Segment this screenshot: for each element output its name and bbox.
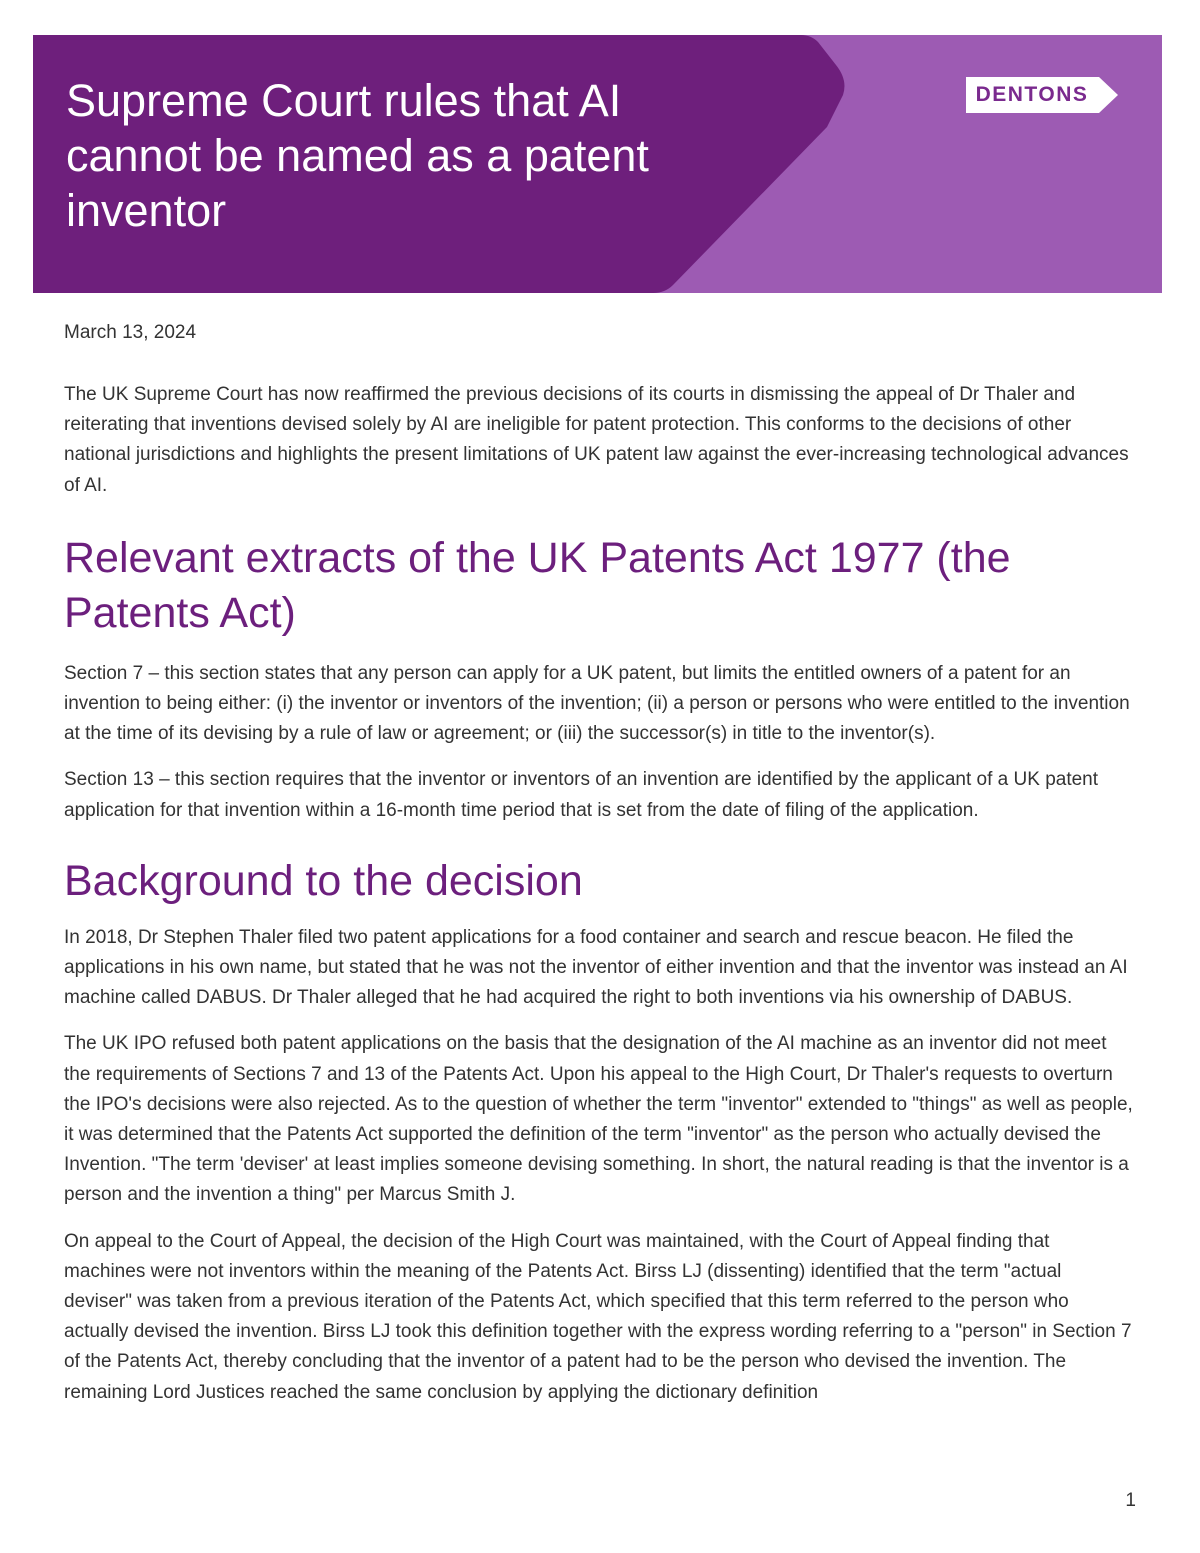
- page-number: 1: [1125, 1490, 1136, 1511]
- article-body: [64, 318, 1134, 1424]
- paragraph-background-1: In 2018, Dr Stephen Thaler filed two patent applications for a food container and search and rescue beacon. He filed the applications in his own name, but stated that he was not the inventor of either invention and that the inventor was instead an AI machine called DABUS. Dr Thaler alleged that he had acquired the right to both inventions via his ownership of DABUS.: [64, 926, 1128, 1009]
- dentons-logo: [966, 77, 1118, 113]
- paragraph-background-3: On appeal to the Court of Appeal, the decision of the High Court was maintained, with the Court of Appeal finding that machines were not inventors within the meaning of the Patents Act. Birss LJ (dissenting) identified that the term "actual deviser" was taken from a previous iteration of the Patents Act, which specified that this term referred to the person who actually devised the invention. Birss LJ took this definition together with the express wording referring to a "person" in Section 7 of the Patents Act, thereby concluding that the inventor of a patent had to be the person who devised the invention. The remaining Lord Justices reached the same conclusion by applying the dictionary definition: [64, 1230, 1132, 1403]
- intro-paragraph: The UK Supreme Court has now reaffirmed the previous decisions of its courts in dismissing the appeal of Dr Thaler and reiterating that inventions devised solely by AI are ineligible for patent protection. This conforms to the decisions of other national jurisdictions and highlights the present limitations of UK patent law against the ever-increasing technological advances of AI.: [64, 384, 1129, 496]
- section-heading-patents-act: Relevant extracts of the UK Patents Act 1977 (the Patents Act): [64, 533, 1011, 637]
- logo-wordmark: DENTONS: [975, 83, 1089, 106]
- paragraph-background-2: The UK IPO refused both patent applications on the basis that the designation of the AI machine as an inventor did not meet the requirements of Sections 7 and 13 of the Patents Act. Upon his appeal to the High Court, Dr Thaler's requests to overturn the IPO's decisions were also rejected. As to the question of whether the term "inventor" extended to "things" as well as people, it was determined that the Patents Act supported the definition of the term "inventor" as the person who actually devised the Invention. "The term 'deviser' at least implies someone devising something. In short, the natural reading is that the inventor is a person and the invention a thing" per Marcus Smith J.: [64, 1033, 1133, 1206]
- paragraph-section-7: Section 7 – this section states that any person can apply for a UK patent, but limits the entitled owners of a patent for an invention to being either: (i) the inventor or inventors of the invention; (ii) a person or persons who were entitled to the invention at the time of its devising by a rule of law or agreement; or (iii) the successor(s) in title to the inventor(s).: [64, 662, 1130, 745]
- paragraph-section-13: Section 13 – this section requires that the inventor or inventors of an invention are identified by the applicant of a UK patent application for that invention within a 16-month time period that is set from the date of filing of the application.: [64, 769, 1099, 821]
- header-banner: [33, 35, 1162, 293]
- publication-date: March 13, 2024: [64, 322, 197, 343]
- section-heading-background: Background to the decision: [64, 856, 583, 905]
- document-title: Supreme Court rules that AI cannot be named as a patent inventor: [66, 75, 649, 236]
